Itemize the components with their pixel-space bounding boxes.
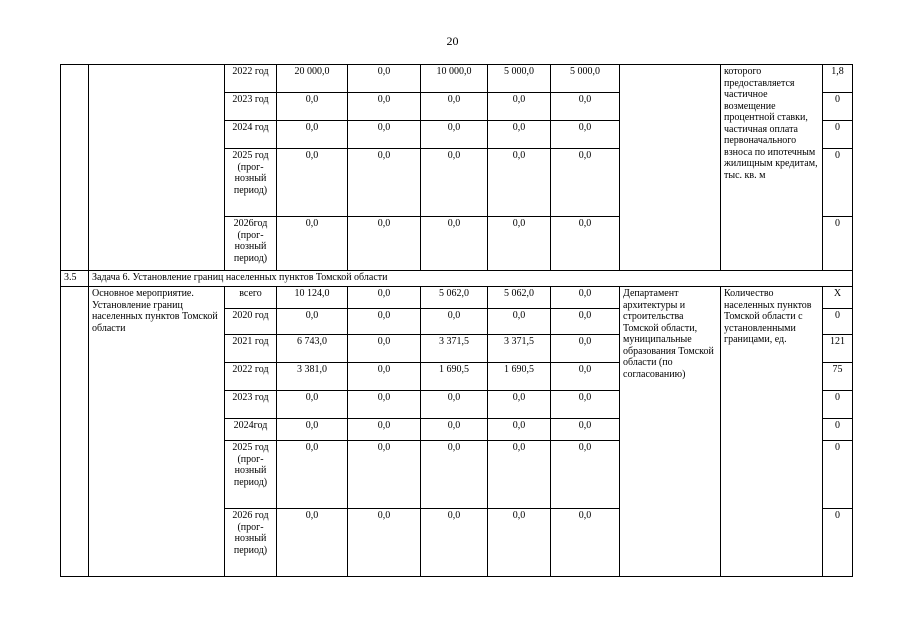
value-cell: 0,0 [348, 363, 421, 391]
page-number: 20 [446, 34, 459, 48]
value-cell: 0,0 [348, 335, 421, 363]
value-cell: 0,0 [551, 149, 620, 217]
total-cell: 0,0 [277, 391, 348, 419]
target-cell: 0 [823, 93, 853, 121]
value-cell: 5 062,0 [421, 287, 488, 309]
empty-cell [89, 65, 225, 271]
year-cell: 2020 год [225, 309, 277, 335]
value-cell: 0,0 [421, 121, 488, 149]
value-cell: 0,0 [421, 309, 488, 335]
executor-cell: Департамент архитектуры и строительства Томской области, муниципальные образования Томской области (по согласованию) [620, 287, 721, 577]
year-cell: всего [225, 287, 277, 309]
total-cell: 0,0 [277, 309, 348, 335]
total-cell: 0,0 [277, 121, 348, 149]
total-cell: 0,0 [277, 149, 348, 217]
value-cell: 1 690,5 [488, 363, 551, 391]
value-cell: 0,0 [551, 419, 620, 441]
value-cell: 0,0 [348, 121, 421, 149]
indicator-cell: которого предоставляется частичное возмещение процентной ставки, частичная оплата первоначального взноса по ипотечным жилищным кредитам, тыс. кв. м [721, 65, 823, 271]
value-cell: 0,0 [348, 391, 421, 419]
value-cell: 1 690,5 [421, 363, 488, 391]
target-cell: 0 [823, 121, 853, 149]
value-cell: 0,0 [551, 441, 620, 509]
value-cell: 0,0 [488, 391, 551, 419]
value-cell: 0,0 [348, 309, 421, 335]
target-cell: 0 [823, 149, 853, 217]
target-cell: 1,8 [823, 65, 853, 93]
value-cell: 0,0 [551, 509, 620, 577]
value-cell: 0,0 [421, 93, 488, 121]
year-cell: 2024год [225, 419, 277, 441]
target-cell: 0 [823, 441, 853, 509]
target-cell: 0 [823, 217, 853, 271]
value-cell: 0,0 [488, 419, 551, 441]
year-cell: 2025 год (прог-нозный период) [225, 149, 277, 217]
total-cell: 6 743,0 [277, 335, 348, 363]
value-cell: 0,0 [551, 121, 620, 149]
indicator-cell: Количество населенных пунктов Томской области с установленными границами, ед. [721, 287, 823, 577]
year-cell: 2022 год [225, 363, 277, 391]
value-cell: 0,0 [421, 509, 488, 577]
table-row [61, 287, 853, 309]
value-cell: 0,0 [421, 391, 488, 419]
value-cell: 5 000,0 [551, 65, 620, 93]
total-cell: 10 124,0 [277, 287, 348, 309]
total-cell: 3 381,0 [277, 363, 348, 391]
total-cell: 0,0 [277, 419, 348, 441]
task-title: Задача 6. Установление границ населенных пунктов Томской области [89, 271, 853, 287]
total-cell: 0,0 [277, 217, 348, 271]
target-cell: 121 [823, 335, 853, 363]
value-cell: 0,0 [488, 121, 551, 149]
value-cell: 0,0 [488, 509, 551, 577]
value-cell: 0,0 [551, 363, 620, 391]
value-cell: 0,0 [551, 391, 620, 419]
value-cell: 0,0 [348, 419, 421, 441]
year-cell: 2023 год [225, 391, 277, 419]
target-cell: 0 [823, 509, 853, 577]
target-cell: 0 [823, 391, 853, 419]
value-cell: 0,0 [551, 287, 620, 309]
value-cell: 0,0 [551, 309, 620, 335]
value-cell: 10 000,0 [421, 65, 488, 93]
value-cell: 0,0 [488, 309, 551, 335]
value-cell: 0,0 [348, 149, 421, 217]
value-cell: 0,0 [421, 441, 488, 509]
year-cell: 2023 год [225, 93, 277, 121]
target-cell: 0 [823, 419, 853, 441]
value-cell: 5 062,0 [488, 287, 551, 309]
empty-cell [620, 65, 721, 271]
year-cell: 2026 год (прог-нозный период) [225, 509, 277, 577]
value-cell: 0,0 [348, 217, 421, 271]
total-cell: 0,0 [277, 509, 348, 577]
year-cell: 2021 год [225, 335, 277, 363]
value-cell: 0,0 [488, 93, 551, 121]
value-cell: 3 371,5 [488, 335, 551, 363]
total-cell: 0,0 [277, 441, 348, 509]
total-cell: 0,0 [277, 93, 348, 121]
task-number: 3.5 [61, 271, 89, 287]
total-cell: 20 000,0 [277, 65, 348, 93]
value-cell: 0,0 [348, 93, 421, 121]
value-cell: 0,0 [421, 419, 488, 441]
value-cell: 0,0 [348, 509, 421, 577]
value-cell: 3 371,5 [421, 335, 488, 363]
target-cell: X [823, 287, 853, 309]
year-cell: 2025 год (прог-нозный период) [225, 441, 277, 509]
value-cell: 0,0 [348, 441, 421, 509]
activity-cell: Основное мероприятие. Установление границ населенных пунктов Томской области [89, 287, 225, 577]
empty-cell [61, 287, 89, 577]
target-cell: 75 [823, 363, 853, 391]
value-cell: 0,0 [551, 93, 620, 121]
year-cell: 2024 год [225, 121, 277, 149]
year-cell: 2026год (прог-нозный период) [225, 217, 277, 271]
value-cell: 5 000,0 [488, 65, 551, 93]
value-cell: 0,0 [421, 149, 488, 217]
value-cell: 0,0 [488, 441, 551, 509]
value-cell: 0,0 [348, 65, 421, 93]
value-cell: 0,0 [551, 217, 620, 271]
value-cell: 0,0 [348, 287, 421, 309]
table-row [61, 65, 853, 93]
value-cell: 0,0 [488, 217, 551, 271]
year-cell: 2022 год [225, 65, 277, 93]
value-cell: 0,0 [488, 149, 551, 217]
value-cell: 0,0 [551, 335, 620, 363]
program-table [60, 64, 853, 577]
empty-cell [61, 65, 89, 271]
target-cell: 0 [823, 309, 853, 335]
task-row [61, 271, 853, 287]
value-cell: 0,0 [421, 217, 488, 271]
